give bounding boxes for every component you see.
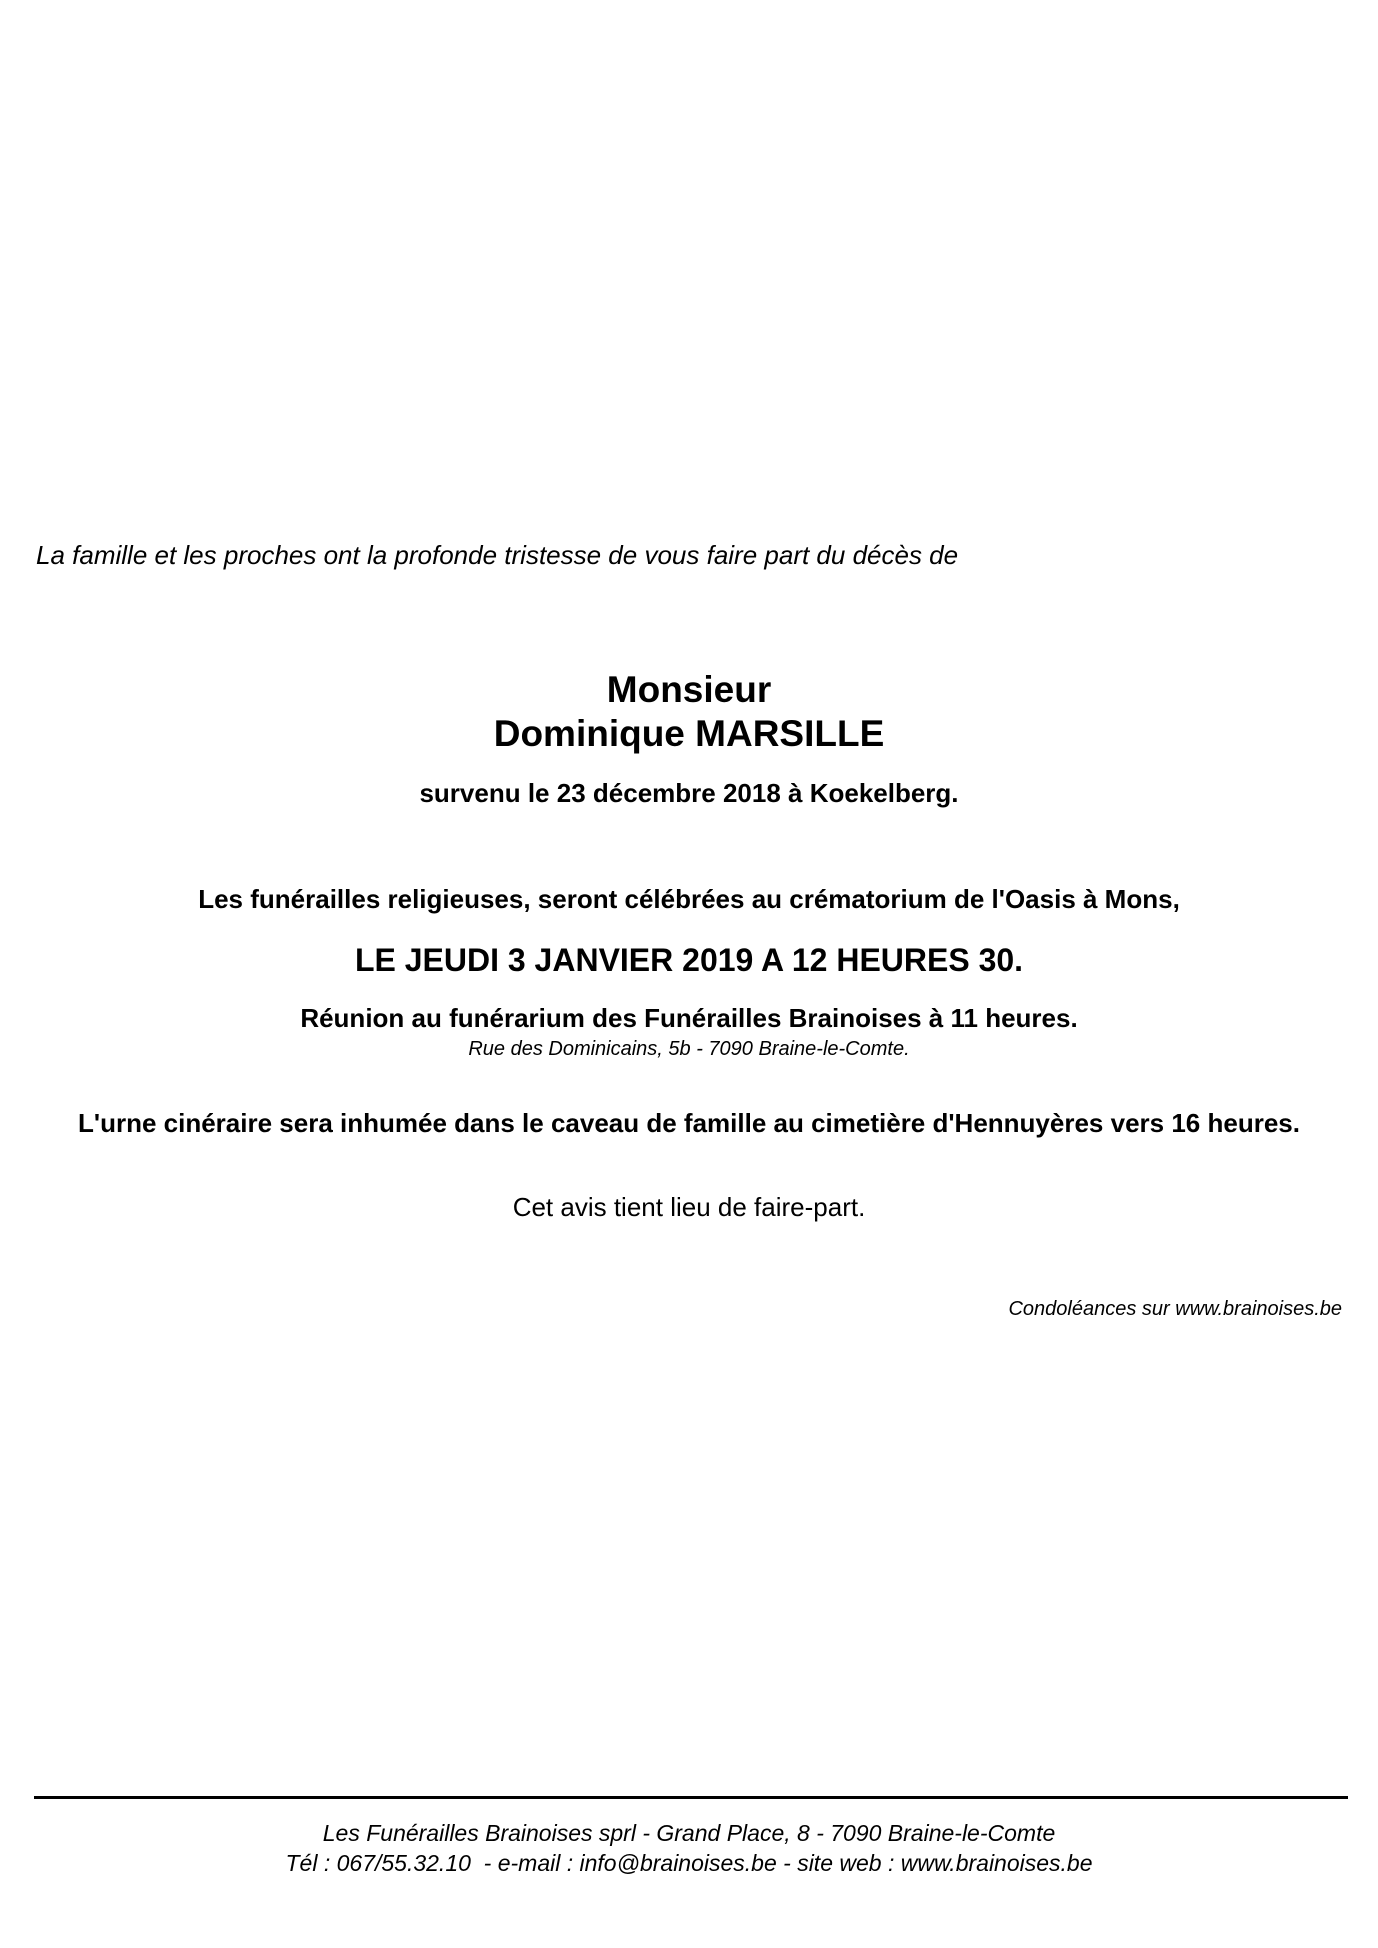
footer-company-address: Les Funérailles Brainoises sprl - Grand Place, 8 - 7090 Braine-le-Comte	[322, 1820, 1056, 1846]
death-info: survenu le 23 décembre 2018 à Koekelberg.	[419, 778, 959, 808]
meeting-address: Rue des Dominicains, 5b - 7090 Braine-le-Comte.	[468, 1038, 910, 1060]
funeral-date: LE JEUDI 3 JANVIER 2019 A 12 HEURES 30.	[354, 942, 1024, 978]
deceased-title: Monsieur	[606, 669, 772, 710]
intro-text: La famille et les proches ont la profonde tristesse de vous faire part du décès de	[36, 540, 959, 570]
footer-contact: Tél : 067/55.32.10 - e-mail : info@brainoises.be - site web : www.brainoises.be	[285, 1850, 1093, 1876]
funeral-info: Les funérailles religieuses, seront célébrées au crématorium de l'Oasis à Mons,	[198, 884, 1180, 914]
meeting-info: Réunion au funérarium des Funérailles Brainoises à 11 heures.	[300, 1003, 1078, 1033]
deceased-name: Dominique MARSILLE	[493, 713, 885, 754]
notice-note: Cet avis tient lieu de faire-part.	[512, 1192, 866, 1222]
urn-info: L'urne cinéraire sera inhumée dans le caveau de famille au cimetière d'Hennuyères vers 16 heures.	[78, 1108, 1300, 1138]
condolences-link[interactable]: Condoléances sur www.brainoises.be	[1008, 1298, 1342, 1320]
footer-divider	[34, 1796, 1348, 1799]
